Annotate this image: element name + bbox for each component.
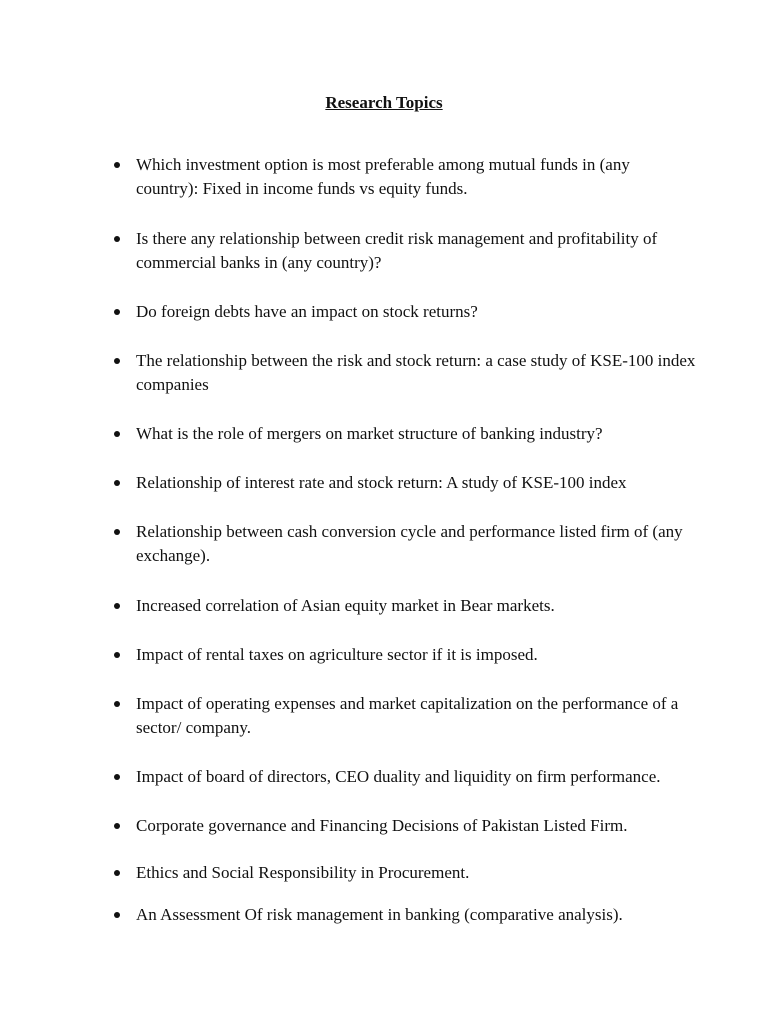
bullet-icon <box>114 603 120 609</box>
topic-text: Impact of operating expenses and market capitalization on the performance of a sector/ company. <box>136 694 679 737</box>
list-item <box>136 861 696 885</box>
list-item <box>136 594 696 618</box>
bullet-icon <box>114 358 120 364</box>
topic-text: Impact of rental taxes on agriculture sector if it is imposed. <box>136 645 538 664</box>
list-item <box>136 471 696 495</box>
list-item <box>136 153 696 201</box>
bullet-icon <box>114 774 120 780</box>
bullet-icon <box>114 431 120 437</box>
list-item <box>136 349 696 397</box>
bullet-icon <box>114 823 120 829</box>
list-item <box>136 814 696 838</box>
topic-text: Which investment option is most preferable among mutual funds in (any country): Fixed in income funds vs equity funds. <box>136 155 630 198</box>
list-item <box>136 300 696 324</box>
page-title: Research Topics <box>325 93 443 112</box>
topic-text: Increased correlation of Asian equity market in Bear markets. <box>136 596 555 615</box>
list-item <box>136 765 696 789</box>
bullet-icon <box>114 309 120 315</box>
list-item <box>136 422 696 446</box>
bullet-icon <box>114 652 120 658</box>
topic-text: Ethics and Social Responsibility in Procurement. <box>136 863 470 882</box>
topic-text: What is the role of mergers on market structure of banking industry? <box>136 424 603 443</box>
topic-text: An Assessment Of risk management in banking (comparative analysis). <box>136 905 623 924</box>
topic-text: Relationship between cash conversion cycle and performance listed firm of (any exchange). <box>136 522 683 565</box>
list-item <box>136 643 696 667</box>
bullet-icon <box>114 870 120 876</box>
bullet-icon <box>114 236 120 242</box>
topic-text: Corporate governance and Financing Decisions of Pakistan Listed Firm. <box>136 816 628 835</box>
topic-text: Impact of board of directors, CEO duality and liquidity on firm performance. <box>136 767 661 786</box>
list-item <box>136 903 696 927</box>
topic-text: Is there any relationship between credit risk management and profitability of commercial banks in (any country)? <box>136 229 658 272</box>
bullet-icon <box>114 162 120 168</box>
list-item <box>136 227 696 275</box>
topic-text: The relationship between the risk and stock return: a case study of KSE-100 index companies <box>136 351 696 394</box>
topic-text: Do foreign debts have an impact on stock returns? <box>136 302 478 321</box>
bullet-icon <box>114 480 120 486</box>
list-item <box>136 692 696 740</box>
bullet-icon <box>114 529 120 535</box>
bullet-icon <box>114 912 120 918</box>
bullet-icon <box>114 701 120 707</box>
topic-text: Relationship of interest rate and stock return: A study of KSE-100 index <box>136 473 627 492</box>
list-item <box>136 520 696 568</box>
